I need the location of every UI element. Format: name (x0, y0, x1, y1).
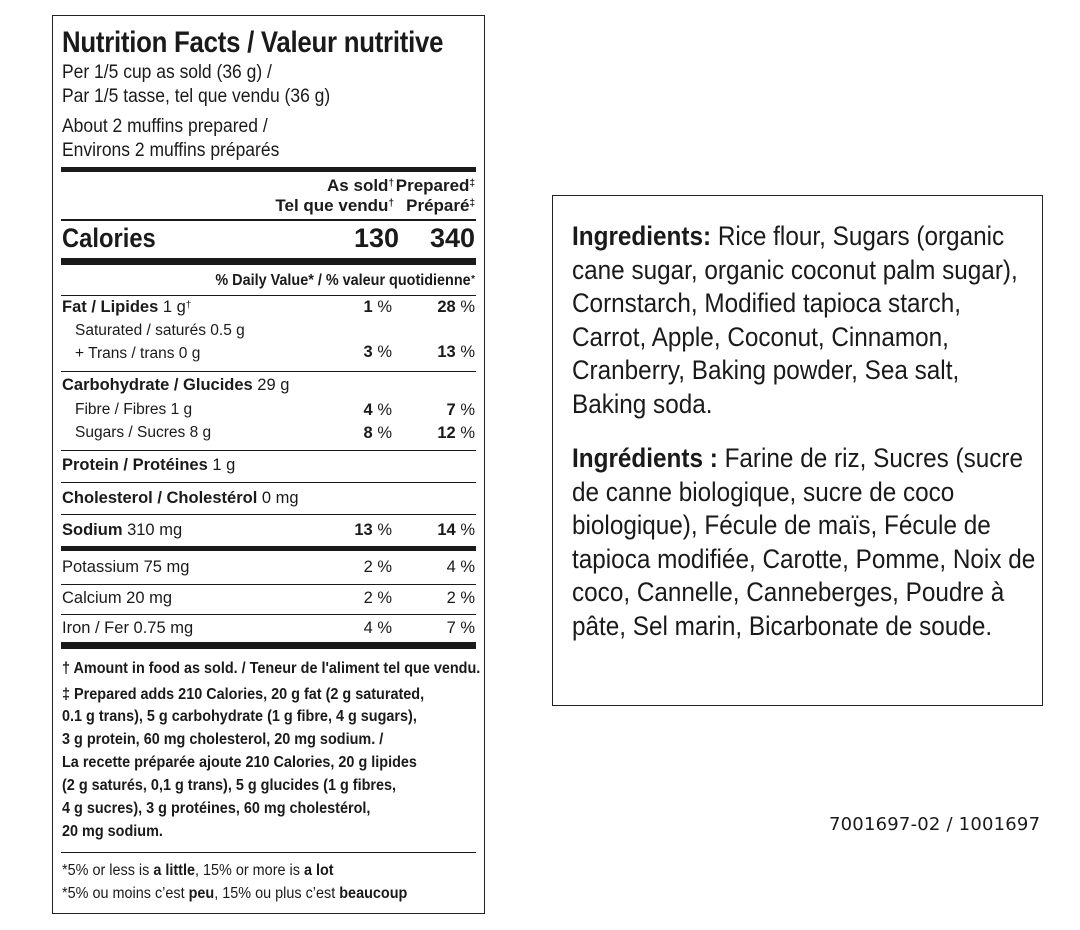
col-as-sold-en: As sold† (327, 176, 394, 195)
ingredients-panel (552, 195, 1043, 706)
sodium-pct-prepared: 14 % (437, 521, 475, 539)
ingredients-fr: Ingrédients : Farine de riz, Sucres (sucre de canne biologique, sucre de coco biologique), Fécule de maïs, Fécule de tapioca modifiée, Carotte, Pomme, Noix de coco, Cannelle, Canneberges, Poudre à pâte, Sel marin, Bicarbonate de soude. (572, 443, 1036, 641)
row-divider (61, 295, 476, 296)
ingredients-en: Ingredients: Rice flour, Sugars (organic cane sugar, organic coconut palm sugar), Cornstarch, Modified tapioca starch, Carrot, Apple, Coconut, Cinnamon, Cranberry, Baking powder, Sea salt, Baking soda. (572, 221, 1018, 419)
thick-rule (61, 167, 476, 172)
iron-pct-as-sold: 4 % (363, 619, 392, 637)
sugars-pct-prepared: 12 % (437, 424, 475, 442)
nutrition-facts-panel (52, 15, 485, 914)
footnote-line: 4 g sucres), 3 g protéines, 60 mg cholestérol, (62, 800, 371, 817)
prepared-yield-en: About 2 muffins prepared / (62, 116, 268, 137)
footnote-line: 20 mg sodium. (62, 823, 163, 840)
fibre-pct-prepared: 7 % (446, 401, 475, 419)
carbohydrate-row: Carbohydrate / Glucides 29 g (62, 376, 290, 394)
dv-note-fr: *5% ou moins c’est peu, 15% ou plus c’est beaucoup (62, 885, 408, 902)
thick-rule-calories (61, 258, 476, 265)
fat-row: Fat / Lipides 1 g† (62, 298, 192, 316)
serving-size-en: Per 1/5 cup as sold (36 g) / (62, 62, 272, 83)
prepared-yield-fr: Environs 2 muffins préparés (62, 140, 280, 161)
calcium-pct-prepared: 2 % (446, 589, 475, 607)
row-divider (61, 514, 476, 515)
footnote-line: ‡ Prepared adds 210 Calories, 20 g fat (2 g saturated, (62, 686, 425, 703)
calories-label: Calories (62, 223, 156, 253)
iron-row: Iron / Fer 0.75 mg (62, 619, 194, 637)
thin-rule (61, 219, 476, 221)
serving-size-fr: Par 1/5 tasse, tel que vendu (36 g) (62, 86, 331, 107)
row-divider (61, 482, 476, 483)
protein-row: Protein / Protéines 1 g (62, 456, 236, 474)
cholesterol-row: Cholesterol / Cholestérol 0 mg (62, 489, 299, 507)
row-divider (61, 852, 476, 853)
footnote-line: 3 g protein, 60 mg cholesterol, 20 mg sodium. / (62, 731, 384, 748)
fat-pct-prepared: 28 % (437, 298, 475, 316)
footnote-line: La recette préparée ajoute 210 Calories, 20 g lipides (62, 754, 417, 771)
daily-value-header: % Daily Value* / % valeur quotidienne* (215, 272, 475, 289)
col-prepared-fr: Préparé‡ (406, 196, 475, 215)
saturated-row: Saturated / saturés 0.5 g (75, 322, 245, 339)
footnote-line: 0.1 g trans), 5 g carbohydrate (1 g fibre, 4 g sugars), (62, 708, 417, 725)
trans-row: + Trans / trans 0 g (75, 345, 201, 362)
calcium-row: Calcium 20 mg (62, 589, 173, 607)
sugars-row: Sugars / Sucres 8 g (75, 424, 212, 441)
col-as-sold-fr: Tel que vendu† (275, 196, 394, 215)
thick-rule-bottom (61, 642, 476, 649)
fat-pct-as-sold: 1 % (363, 298, 392, 316)
fibre-row: Fibre / Fibres 1 g (75, 401, 193, 418)
calcium-pct-as-sold: 2 % (363, 589, 392, 607)
iron-pct-prepared: 7 % (446, 619, 475, 637)
sodium-pct-as-sold: 13 % (354, 521, 392, 539)
product-code: 7001697-02 / 1001697 (829, 814, 1041, 835)
sat-trans-pct-prepared: 13 % (437, 343, 475, 361)
sodium-row: Sodium 310 mg (62, 521, 183, 539)
sat-trans-pct-as-sold: 3 % (363, 343, 392, 361)
calories-prepared: 340 (429, 223, 475, 253)
nutrition-title: Nutrition Facts / Valeur nutritive (62, 26, 444, 59)
potassium-pct-as-sold: 2 % (363, 558, 392, 576)
row-divider (61, 614, 476, 615)
potassium-row: Potassium 75 mg (62, 558, 190, 576)
footnote-as-sold: † Amount in food as sold. / Teneur de l'aliment tel que vendu. (62, 660, 481, 677)
thick-rule (61, 546, 476, 551)
calories-as-sold: 130 (353, 223, 399, 253)
sugars-pct-as-sold: 8 % (363, 424, 392, 442)
fibre-pct-as-sold: 4 % (363, 401, 392, 419)
potassium-pct-prepared: 4 % (446, 558, 475, 576)
footnote-line: (2 g saturés, 0,1 g trans), 5 g glucides (1 g fibres, (62, 777, 397, 794)
col-prepared-en: Prepared‡ (395, 176, 475, 195)
row-divider (61, 371, 476, 372)
row-divider (61, 584, 476, 585)
row-divider (61, 450, 476, 451)
dv-note-en: *5% or less is a little, 15% or more is a lot (62, 862, 334, 879)
